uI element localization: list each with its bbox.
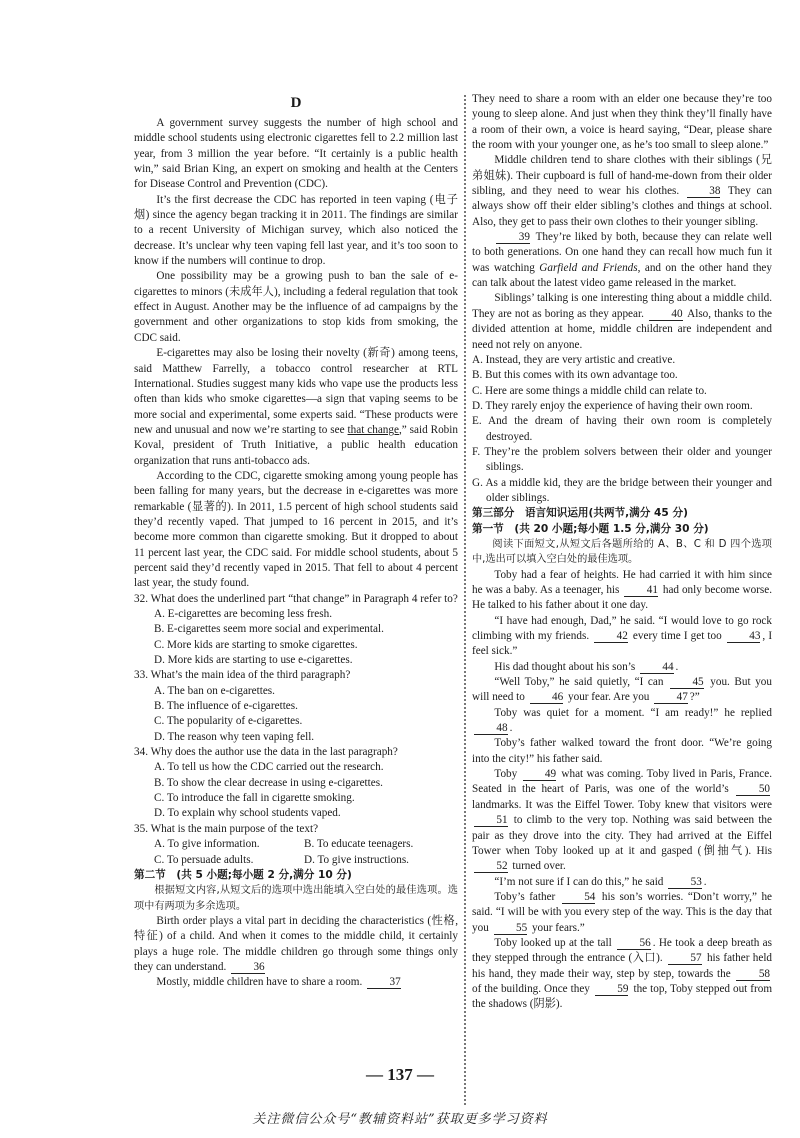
section-2-para-3: Middle children tend to share clothes with their siblings (兄弟姐妹). Their cupboard is full of hand-me-down from their older sibling, and they need to wear his clothes. 38 They can always show off their elder sibling’s clothes and things at school. Also, they get to pass their own clothes to their younger sibling.	[472, 154, 772, 228]
passage-d-para-2: It’s the first decrease the CDC has reported in teen vaping (电子烟) since the agency began tracking it in 2011. The findings are similar to a recent University of Michigan survey, which also noticed the decrease. It’s unclear why teen vaping fell last year, and it’s too soon to know if the numbers will continue to drop.	[134, 193, 458, 268]
choice-item: B. But this comes with its own advantage too.	[472, 369, 678, 382]
blank-41[interactable]: 41	[624, 584, 658, 597]
blank-40[interactable]: 40	[649, 308, 683, 321]
part-3-instructions: 阅读下面短文,从短文后各题所给的 A、B、C 和 D 四个选项中,选出可以填入空白处的最佳选项。	[472, 538, 772, 566]
option: B. To show the clear decrease in using e-cigarettes.	[154, 776, 383, 789]
blank-55[interactable]: 55	[494, 922, 528, 935]
option: B. To educate teenagers.	[304, 838, 414, 851]
section-2-instructions: 根据短文内容,从短文后的选项中选出能填入空白处的最佳选项。选项中有两项为多余选项。	[134, 885, 458, 912]
para-4-text-b: ,” said Robin Koval, president of Truth Initiative, a public health education organization that runs anti-tobacco ads.	[134, 423, 458, 467]
page-number: — 137 —	[366, 1065, 434, 1084]
option: C. To introduce the fall in cigarette smoking.	[154, 792, 355, 805]
option: D. The reason why teen vaping fell.	[154, 730, 315, 743]
option: A. The ban on e-cigarettes.	[154, 684, 275, 697]
section-2-heading: 第二节 (共 5 小题;每小题 2 分,满分 10 分)	[134, 868, 352, 881]
blank-49[interactable]: 49	[523, 768, 557, 781]
passage-d-title: D	[290, 95, 302, 111]
underlined-that-change: that change	[347, 423, 399, 436]
blank-44[interactable]: 44	[640, 661, 674, 674]
blank-46[interactable]: 46	[530, 691, 564, 704]
question-stem: 35. What is the main purpose of the text?	[134, 822, 319, 835]
choice-item: E. And the dream of having their own room is completely destroyed.	[472, 415, 772, 443]
question-stem: 34. Why does the author use the data in the last paragraph?	[134, 746, 398, 759]
blank-38[interactable]: 38	[687, 185, 721, 198]
left-column	[134, 92, 458, 991]
cloze-para-3: His dad thought about his son’s 44 .	[494, 660, 679, 673]
para-4-text-a: E-cigarettes may also be losing their novelty (新奇) among teens, said Matthew Farrelly, a tobacco control researcher at RTL International. Studies suggest many kids who vape use the products less often than kids who smoke cigarettes—a sign that vaping seems to be more social and experimental, some experts said. “These products were new and unusual and now we’re starting to see	[134, 347, 458, 436]
blank-36[interactable]: 36	[231, 961, 265, 974]
blank-48[interactable]: 48	[474, 722, 508, 735]
blank-59[interactable]: 59	[595, 983, 629, 996]
question-32	[134, 592, 458, 669]
cloze-para-6: Toby’s father walked toward the front door. “We’re going into the city!” his father said.	[472, 737, 772, 765]
blank-57[interactable]: 57	[668, 952, 702, 965]
blank-54[interactable]: 54	[562, 891, 596, 904]
option: C. The popularity of e-cigarettes.	[154, 715, 303, 728]
footer-note: 关注微信公众号“教辅资料站”获取更多学习资料	[252, 1112, 548, 1127]
section-2-para-2: Mostly, middle children have to share a room. 37	[156, 976, 401, 989]
blank-47[interactable]: 47	[654, 691, 688, 704]
question-stem: 33. What’s the main idea of the third paragraph?	[134, 669, 351, 682]
blank-53[interactable]: 53	[668, 876, 702, 889]
option: D. To give instructions.	[304, 853, 409, 866]
blank-37[interactable]: 37	[367, 976, 401, 989]
column-divider	[464, 95, 466, 1105]
option: B. The influence of e-cigarettes.	[154, 700, 298, 713]
passage-d-para-5: According to the CDC, cigarette smoking among young people has been falling for many years, but the decrease in e-cigarettes was more remarkable (显著的). In 2011, 1.5 percent of high school students said they’d recently vaped. That jumped to 16 percent in 2015, and it’s become more common than cigarette smoking. But it dropped to about 11 percent last year, the CDC said. For middle school students, about 5 percent said they’d recently vaped in 2015. That fell to about 4 percent last year, the study found.	[134, 469, 458, 590]
question-34	[134, 745, 458, 822]
option: C. More kids are starting to smoke cigarettes.	[154, 638, 358, 651]
blank-51[interactable]: 51	[474, 814, 508, 827]
cloze-para-4: “Well Toby,” he said quietly, “I can 45 you. But you will need to 46 your fear. Are you 47 ?”	[472, 676, 772, 704]
option: D. To explain why school students vaped.	[154, 807, 341, 820]
option: B. E-cigarettes seem more social and experimental.	[154, 623, 384, 636]
choice-item: A. Instead, they are very artistic and creative.	[472, 353, 676, 366]
cloze-para-2: “I have had enough, Dad,” he said. “I would love to go rock climbing with my friends. 42 every time I get too 43 , I feel sick.”	[472, 614, 773, 658]
choice-list	[472, 353, 772, 506]
part-3-heading: 第三部分 语言知识运用(共两节,满分 45 分)	[472, 507, 688, 520]
option: D. More kids are starting to use e-cigarettes.	[154, 654, 353, 667]
cloze-para-1: Toby had a fear of heights. He had carried it with him since he was a baby. As a teenager, his 41 had only become worse. He talked to his father about it one day.	[472, 568, 773, 612]
blank-52[interactable]: 52	[474, 860, 508, 873]
choice-item: C. Here are some things a middle child can relate to.	[472, 384, 707, 397]
option: C. To persuade adults.	[154, 853, 254, 866]
passage-d-para-3: One possibility may be a growing push to ban the sale of e-cigarettes to minors (未成年人), including a federal regulation that took effect in August. Another may be the influence of ad campaigns by the government and other organizations to stop kids from smoking, the CDC said.	[134, 270, 458, 344]
passage-d-para-1: A government survey suggests the number of high school and middle school students using electronic cigarettes fell to 2.2 million last year, from 3 million the year before. “It certainly is a public health win,” said Brian King, an expert on smoking and health at the Centers for Disease Control and Prevention (CDC).	[134, 117, 458, 191]
choice-item: D. They rarely enjoy the experience of having their own room.	[472, 399, 753, 412]
show-title: Garfield and Friends	[539, 261, 638, 274]
blank-42[interactable]: 42	[594, 630, 628, 643]
blank-43[interactable]: 43	[727, 630, 761, 643]
cloze-para-10: Toby looked up at the tall 56 . He took a deep breath as they stepped through the entrance (入口). 57 his father held his hand, they made their way, step by step, towards the 58 of the building. Once they 59 the top, Toby stepped out from the shadows (阴影).	[472, 936, 773, 1011]
section-2-para-4: 39 They’re liked by both, because they can relate well to both generations. On one hand they can recall how much fun it was watching Garfield and Friends, and on the other hand they can talk about the latest video game released in the market.	[472, 231, 772, 290]
blank-50[interactable]: 50	[736, 783, 770, 796]
part-3-subheading: 第一节 (共 20 小题;每小题 1.5 分,满分 30 分)	[472, 522, 709, 535]
option: A. To give information.	[154, 838, 260, 851]
blank-45[interactable]: 45	[670, 676, 704, 689]
blank-58[interactable]: 58	[736, 968, 770, 981]
option: A. E-cigarettes are becoming less fresh.	[154, 608, 332, 620]
right-column	[472, 92, 772, 1013]
question-35	[134, 822, 458, 868]
section-2-para-2-cont: They need to share a room with an elder one because they’re too young to sleep alone. And just when they think they’ll finally have a room of their own, a voice is heard saying, “Dear, please share the room with your younger one, as he’s too small to sleep alone.”	[472, 93, 772, 152]
section-2-para-5: Siblings’ talking is one interesting thing about a middle child. They are not as boring as they appear. 40 Also, thanks to the divided attention at home, middle children are independent and need not rely on anyone.	[472, 292, 773, 351]
question-stem: 32. What does the underlined part “that change” in Paragraph 4 refer to?	[134, 592, 458, 605]
passage-d-para-4	[134, 346, 458, 469]
blank-56[interactable]: 56	[617, 937, 651, 950]
choice-item: G. As a middle kid, they are the bridge between their younger and older siblings.	[472, 476, 772, 504]
cloze-para-8: “I’m not sure if I can do this,” he said 53 .	[494, 875, 707, 888]
cloze-para-7: Toby 49 what was coming. Toby lived in Paris, France. Seated in the heart of Paris, was one of the world’s 50 landmarks. It was the Eiffel Tower. Toby knew that visitors were 51 to climb to the very top. Nothing was said between the pair as they drove into the city. They had arrived at the Eiffel Tower when Toby looked up at it and gasped (倒抽气). His 52 turned over.	[472, 768, 773, 873]
question-33	[134, 668, 458, 745]
cloze-para-5: Toby was quiet for a moment. “I am ready!” he replied 48 .	[472, 706, 772, 737]
option: A. To tell us how the CDC carried out the research.	[154, 761, 384, 774]
cloze-para-9: Toby’s father 54 his son’s worries. “Don’t worry,” he said. “I will be with you every step of the way. This is the day that you 55 your fears.”	[472, 890, 773, 934]
blank-39[interactable]: 39	[496, 231, 530, 244]
choice-item: F. They’re the problem solvers between their older and younger siblings.	[472, 445, 772, 474]
section-2-para-1: Birth order plays a vital part in deciding the characteristics (性格,特征) of a child. And when it comes to the middle child, it certainly plays a huge role. The middle children go through some things only they can understand. 36	[134, 914, 458, 973]
